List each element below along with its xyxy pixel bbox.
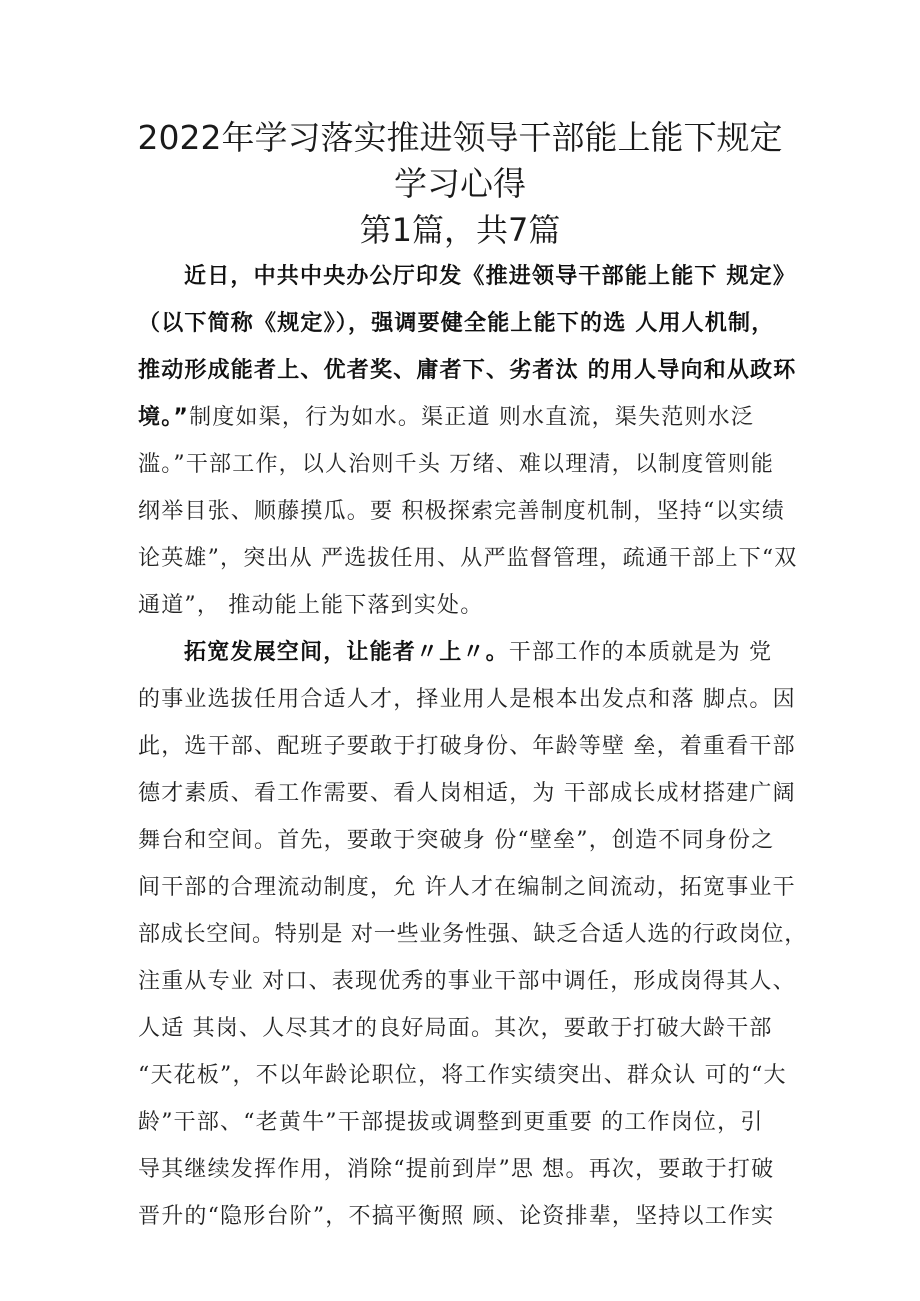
paragraph-1-line: （以下简称《规定》），强调要健全能上能下的选 人用人机制， (138, 311, 775, 336)
paragraph-1-line: 纲举目张、顺藤摸瓜。要 积极探索完善制度机制，坚持“以实绩 (138, 499, 786, 524)
paragraph-1-line: 近日，中共中央办公厅印发《推进领导干部能上能下 规定》 (184, 264, 797, 289)
paragraph-2-line: 导其继续发挥作用，消除“提前到岸”思 想。再次，要敢于打破 (138, 1157, 775, 1182)
paragraph-2-line: 德才素质、看工作需要、看人岗相适，为 干部成长成材搭建广阔 (138, 781, 796, 806)
paragraph-1-line: 通道”， 推动能上能下落到实处。 (138, 593, 484, 618)
paragraph-2-heading: 拓宽发展空间，让能者〃上〃。 (184, 640, 509, 665)
doc-title-line-2: 学习心得 (394, 164, 526, 203)
paragraph-2-line: 间干部的合理流动制度，允 许人才在编制之间流动，拓宽事业干 (138, 875, 796, 900)
doc-title-line-1: 2022年学习落实推进领导干部能上能下规定 (137, 118, 783, 157)
paragraph-2-line: 龄”干部、“老黄牛”干部提拔或调整到更重要 的工作岗位，引 (138, 1110, 764, 1135)
paragraph-2-line: 的事业选拔任用合适人才，择业用人是根本出发点和落 脚点。因 (138, 687, 796, 712)
paragraph-1-line: 论英雄”，突出从 严选拔任用、从严监督管理，疏通干部上下“双 (138, 546, 798, 571)
paragraph-1-segment: 制度如渠，行为如水。渠正道 则水直流，渠失范则水泛 (189, 405, 755, 430)
paragraph-2-line: 注重从专业 对口、表现优秀的事业干部中调任，形成岗得其人、 (138, 969, 796, 994)
paragraph-2-line: “天花板”，不以年龄论职位，将工作实绩突出、群众认 可的“大 (138, 1063, 787, 1088)
paragraph-2-line: 部成长空间。特别是 对一些业务性强、缺乏合适人选的行政岗位， (138, 922, 807, 947)
paragraph-2-line: 晋升的“隐形台阶”，不搞平衡照 顾、论资排辈，坚持以工作实 (138, 1204, 775, 1229)
paragraph-2-line: 此，选干部、配班子要敢于打破身份、年龄等壁 垒，着重看干部 (138, 734, 796, 759)
paragraph-1-line: 推动形成能者上、优者奖、庸者下、劣者汰 的用人导向和从政环 (138, 358, 797, 383)
paragraph-2-segment: 干部工作的本质就是为 党 (508, 640, 773, 665)
paragraph-2-line (184, 638, 804, 668)
paragraph-1-line (138, 403, 808, 433)
paragraph-2-line: 人适 其岗、人尽其才的良好局面。其次，要敢于打破大龄干部 (138, 1016, 773, 1041)
paragraph-1-segment: 境。” (138, 405, 190, 430)
paragraph-1-line: 滥。”干部工作，以人治则千头 万绪、难以理清，以制度管则能 (138, 452, 775, 477)
paragraph-2-line: 舞台和空间。首先，要敢于突破身 份“壁垒”，创造不同身份之 (138, 828, 775, 853)
doc-subtitle-part-count: 第1篇，共7篇 (359, 211, 561, 249)
